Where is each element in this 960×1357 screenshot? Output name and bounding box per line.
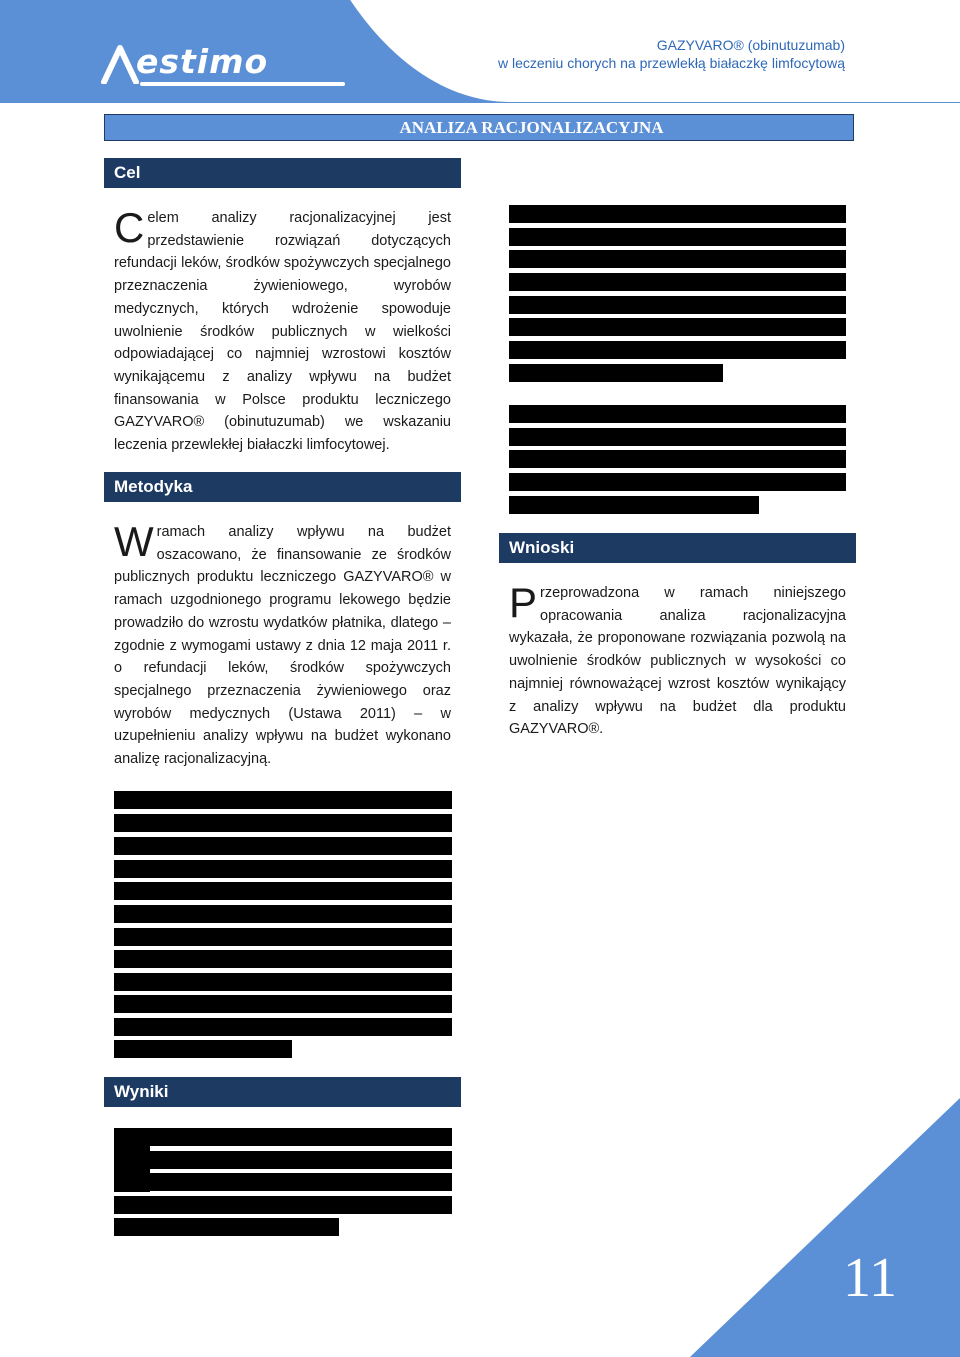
drop-cap-wnioski: P <box>509 579 538 626</box>
text-wnioski: rzeprowadzona w ramach niniejszego opracowania analiza racjonalizacyjna wykazała, że proponowane rozwiązania pozwolą na uwolnienie środków publicznych w wysokości co najmniej równoważącej wzrost kosztów wynikający z analizy wpływu na budżet dla produktu GAZYVARO®. <box>509 585 846 738</box>
text-cel: elem analizy racjonalizacyjnej jest przedstawienie rozwiązań dotyczących refundacji leków, środków spożywczych specjalnego przeznaczenia żywieniowego, wyrobów medycznych, których wdrożenie spowoduje uwolnienie środków publicznych w wielkości odpowiadającej co najmniej wzrostowi kosztów wynikającemu z analizy wpływu na budżet finansowania w Polsce produktu leczniczego GAZYVARO® (obinutuzumab) we wskazaniu leczenia przewlekłej białaczki limfocytowej. <box>114 210 451 454</box>
drop-cap-cel: C <box>114 204 145 251</box>
text-metodyka: ramach analizy wpływu na budżet oszacowano, że finansowanie ze środków publicznych produktu leczniczego GAZYVARO® w ramach uzgodnionego programu lekowego będzie prowadziło do wzrostu wydatków płatnika, dlatego – zgodnie z wymogami ustawy z dnia 12 maja 2011 r. o refundacji leków, środków spożywczych specjalnego przeznaczenia żywieniowego oraz wyrobów medycznych (Ustawa 2011) – w uzupełnieniu analizy wpływu na budżet wykonano analizę racjonalizacyjną. <box>114 524 451 768</box>
heading-cel: Cel <box>104 158 461 188</box>
page-number: 11 <box>843 1247 897 1309</box>
drop-cap-metodyka: W <box>114 518 154 565</box>
heading-wnioski: Wnioski <box>499 533 856 563</box>
header-title-line1: GAZYVARO® (obinutuzumab) <box>656 37 845 53</box>
banner-label: ANALIZA RACJONALIZACYJNA <box>399 118 664 137</box>
heading-metodyka: Metodyka <box>104 472 461 502</box>
header-title-line2: w leczeniu chorych na przewlekłą białaczkę limfocytową <box>497 55 845 71</box>
logo-text: estimo <box>136 42 269 81</box>
heading-wyniki: Wyniki <box>104 1077 461 1107</box>
